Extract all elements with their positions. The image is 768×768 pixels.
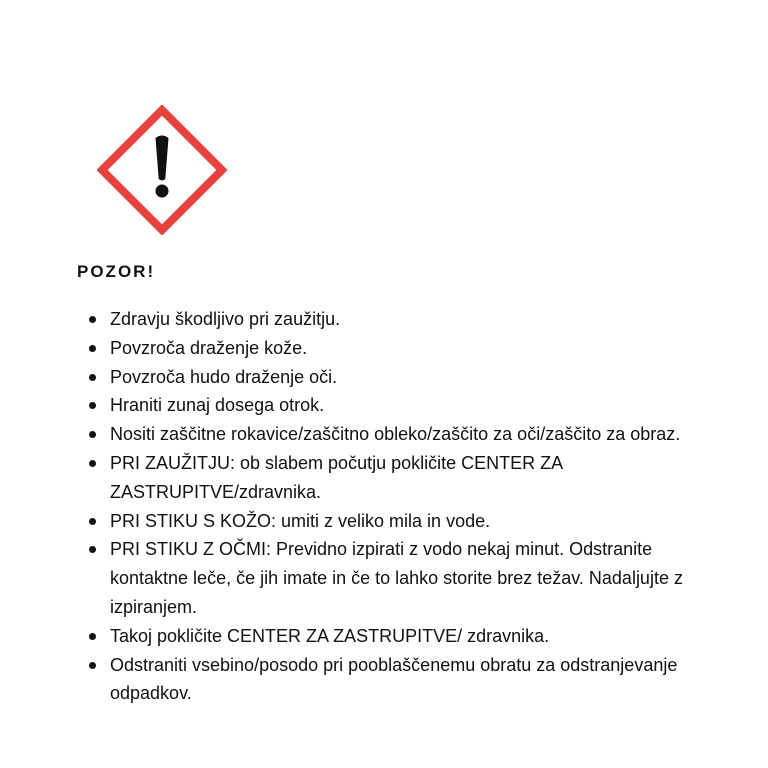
list-item [86, 363, 696, 392]
bullet-icon [89, 662, 96, 669]
list-item [86, 305, 696, 334]
bullet-icon [89, 316, 96, 323]
list-item [86, 420, 696, 449]
bullet-icon [89, 460, 96, 467]
statement-text: PRI STIKU Z OČMI: Previdno izpirati z vodo nekaj minut. Odstranite kontaktne leče, če jih imate in če to lahko storite brez težav. Nadaljujte z izpiranjem. [110, 539, 683, 617]
statement-text: Povzroča draženje kože. [110, 337, 308, 358]
statement-text: Odstraniti vsebino/posodo pri pooblaščenemu obratu za odstranjevanje odpadkov. [110, 654, 678, 704]
bullet-icon [89, 345, 96, 352]
statement-text: Hraniti zunaj dosega otrok. [110, 395, 325, 416]
list-item [86, 535, 696, 621]
list-item [86, 507, 696, 536]
bullet-icon [89, 546, 96, 553]
bullet-icon [89, 518, 96, 525]
statement-text: Nositi zaščitne rokavice/zaščitno obleko/zaščito za oči/zaščito za obraz. [110, 424, 681, 445]
statement-text: PRI ZAUŽITJU: ob slabem počutju pokličite CENTER ZA ZASTRUPITVE/zdravnika. [110, 452, 563, 502]
hazard-statement-list [86, 305, 696, 708]
statement-text: Povzroča hudo draženje oči. [110, 366, 338, 387]
bullet-icon [89, 402, 96, 409]
list-item [86, 651, 696, 709]
bullet-icon [89, 633, 96, 640]
statement-text: Zdravju škodljivo pri zaužitju. [110, 309, 341, 329]
bullet-icon [89, 431, 96, 438]
exclamation-mark-hazard-icon [97, 105, 227, 235]
bullet-icon [89, 374, 96, 381]
list-item [86, 334, 696, 363]
list-item [86, 622, 696, 651]
statement-text: PRI STIKU S KOŽO: umiti z veliko mila in vode. [110, 510, 491, 531]
signal-word-heading: POZOR! [77, 262, 156, 281]
list-item [86, 449, 696, 507]
statement-text: Takoj pokličite CENTER ZA ZASTRUPITVE/ zdravnika. [110, 625, 550, 646]
list-item [86, 391, 696, 420]
